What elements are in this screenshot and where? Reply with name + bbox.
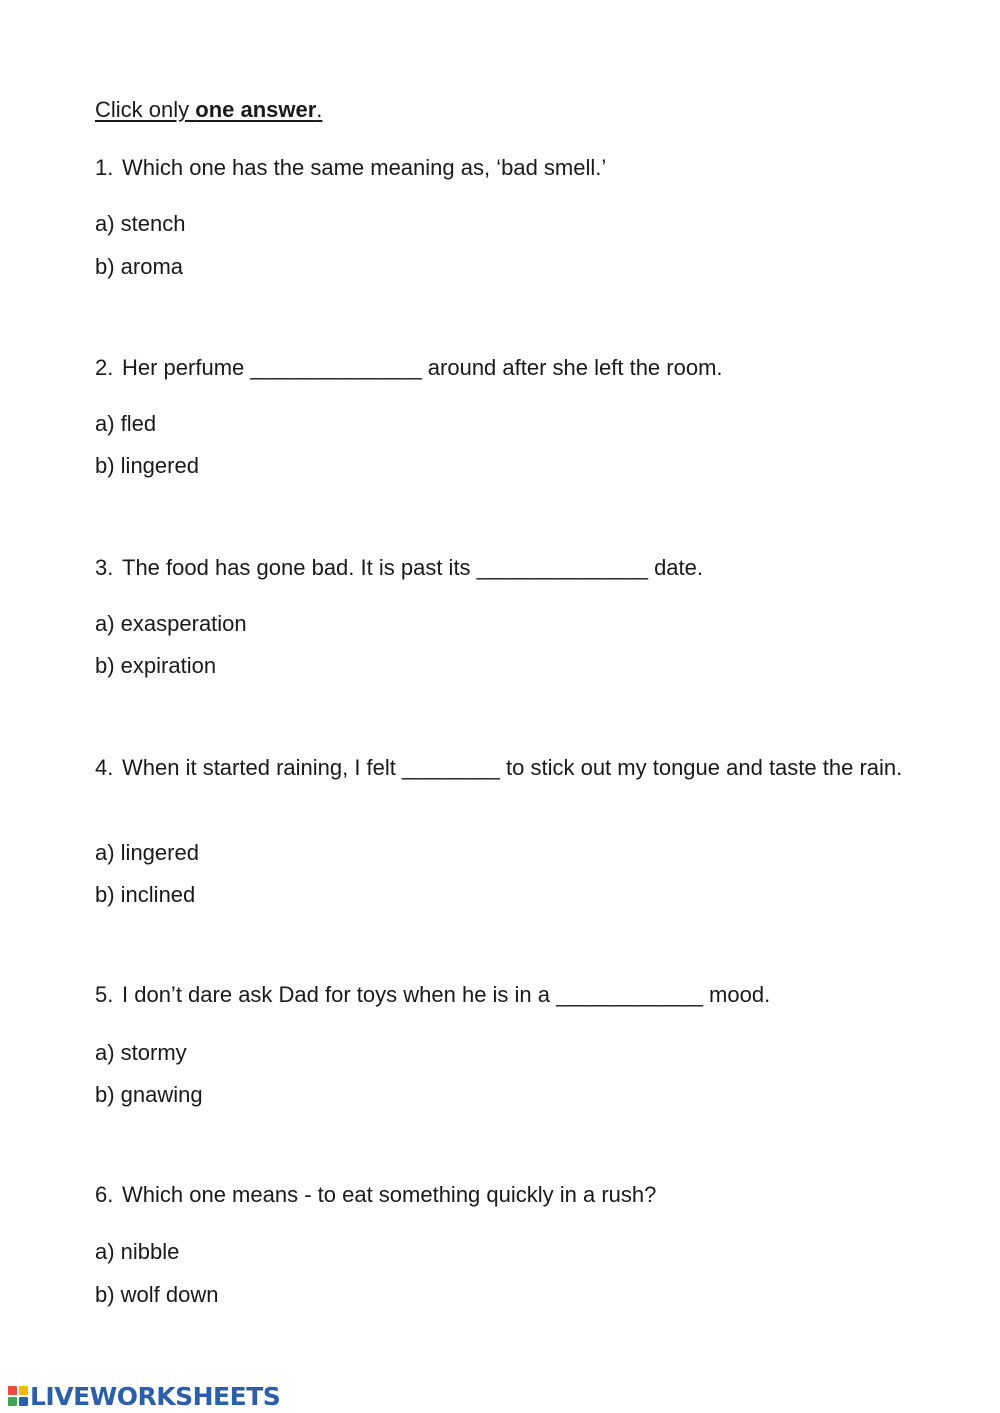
question-6-option-b[interactable]: b) wolf down (95, 1282, 219, 1307)
logo-square-icon (8, 1397, 17, 1406)
question-2-option-a[interactable]: a) fled (95, 411, 157, 436)
question-text: Which one has the same meaning as, ‘bad smell.’ (122, 155, 607, 180)
instruction-prefix: Click only (95, 97, 196, 122)
question-3-option-b[interactable]: b) expiration (95, 653, 217, 678)
question-number: 3. (95, 555, 114, 580)
question-3-option-a[interactable]: a) exasperation (95, 611, 247, 636)
question-4-option-a[interactable]: a) lingered (95, 840, 199, 865)
question-4-option-b[interactable]: b) inclined (95, 882, 196, 907)
question-3 (95, 554, 925, 582)
question-text: Her perfume ______________ around after she left the room. (122, 355, 723, 380)
question-5 (95, 981, 925, 1009)
question-number: 4. (95, 755, 114, 780)
question-text: I don’t dare ask Dad for toys when he is in a ____________ mood. (122, 982, 771, 1007)
question-1 (95, 154, 925, 182)
logo-square-icon (19, 1397, 28, 1406)
question-1-option-a[interactable]: a) stench (95, 211, 186, 236)
question-text: When it started raining, I felt ________ to stick out my tongue and taste the rain. (122, 755, 903, 780)
question-4 (95, 754, 925, 782)
question-text: Which one means - to eat something quickly in a rush? (122, 1182, 657, 1207)
instruction-emphasis: one answer (195, 97, 317, 122)
question-6 (95, 1181, 925, 1209)
question-1-option-b[interactable]: b) aroma (95, 254, 184, 279)
question-5-option-b[interactable]: b) gnawing (95, 1082, 203, 1107)
instruction-suffix: . (316, 97, 323, 122)
question-2 (95, 354, 925, 382)
question-number: 5. (95, 982, 114, 1007)
instruction (95, 97, 322, 123)
question-number: 2. (95, 355, 114, 380)
logo-square-icon (8, 1386, 17, 1395)
question-text: The food has gone bad. It is past its ______________ date. (122, 555, 704, 580)
question-5-option-a[interactable]: a) stormy (95, 1040, 187, 1065)
question-6-option-a[interactable]: a) nibble (95, 1239, 180, 1264)
logo-square-icon (19, 1386, 28, 1395)
liveworksheets-logo (8, 1381, 280, 1411)
logo-grid-icon (8, 1386, 28, 1406)
question-number: 6. (95, 1182, 114, 1207)
question-2-option-b[interactable]: b) lingered (95, 453, 199, 478)
logo-text: LIVEWORKSHEETS (30, 1381, 281, 1411)
question-number: 1. (95, 155, 114, 180)
